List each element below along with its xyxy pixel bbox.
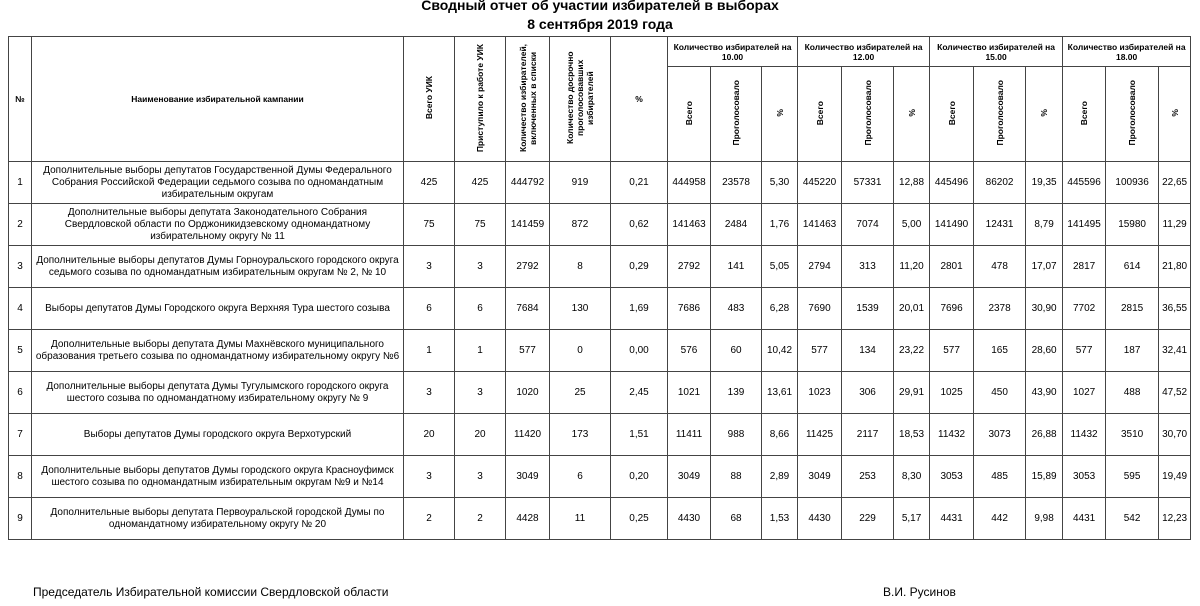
table-cell: 141463 [798, 204, 842, 246]
table-cell: 4430 [798, 498, 842, 540]
subheader-total-label: Всего [946, 100, 957, 126]
table-cell: 7074 [842, 204, 894, 246]
table-cell: 18,53 [894, 414, 930, 456]
table-cell: 4428 [506, 498, 550, 540]
header-num: № [9, 37, 32, 162]
table-cell: 0,25 [611, 498, 668, 540]
table-cell: 0,21 [611, 162, 668, 204]
table-cell: 0 [550, 330, 611, 372]
table-cell: 229 [842, 498, 894, 540]
table-cell: 11425 [798, 414, 842, 456]
table-cell: 4431 [1063, 498, 1106, 540]
table-cell: 26,88 [1026, 414, 1063, 456]
campaign-name: Выборы депутатов Думы городского округа Верхотурский [32, 414, 404, 456]
table-cell: 306 [842, 372, 894, 414]
table-cell: 3053 [1063, 456, 1106, 498]
table-row [9, 330, 1191, 372]
table-cell: 445596 [1063, 162, 1106, 204]
subheader-voted [1106, 67, 1159, 162]
table-cell: 2794 [798, 246, 842, 288]
row-number: 9 [9, 498, 32, 540]
table-cell: 19,49 [1159, 456, 1191, 498]
table-cell: 488 [1106, 372, 1159, 414]
subheader-voted-label: Проголосовало [862, 80, 873, 146]
subheader-voted-label: Проголосовало [731, 80, 741, 146]
table-cell: 2,45 [611, 372, 668, 414]
subheader-total [668, 67, 711, 162]
table-cell: 1,76 [762, 204, 798, 246]
table-cell: 12431 [974, 204, 1026, 246]
table-cell: 15980 [1106, 204, 1159, 246]
table-cell: 2815 [1106, 288, 1159, 330]
table-cell: 2484 [711, 204, 762, 246]
table-cell: 1020 [506, 372, 550, 414]
table-cell: 1,69 [611, 288, 668, 330]
table-cell: 919 [550, 162, 611, 204]
table-cell: 17,07 [1026, 246, 1063, 288]
table-row [9, 162, 1191, 204]
table-cell: 872 [550, 204, 611, 246]
subheader-pct-label: % [1039, 109, 1050, 117]
table-cell: 60 [711, 330, 762, 372]
table-cell: 7690 [798, 288, 842, 330]
table-cell: 5,05 [762, 246, 798, 288]
campaign-name: Дополнительные выборы депутатов Государственной Думы Федерального Собрания Российской Федерации седьмого созыва по одномандатным избирательным округам [32, 162, 404, 204]
table-cell: 12,88 [894, 162, 930, 204]
table-cell: 485 [974, 456, 1026, 498]
table-cell: 7702 [1063, 288, 1106, 330]
table-cell: 7686 [668, 288, 711, 330]
row-number: 8 [9, 456, 32, 498]
turnout-table [8, 36, 1191, 540]
table-cell: 8,30 [894, 456, 930, 498]
header-group-1200: Количество избирателей на 12.00 [798, 37, 930, 67]
table-cell: 173 [550, 414, 611, 456]
table-cell: 36,55 [1159, 288, 1191, 330]
table-row [9, 372, 1191, 414]
table-cell: 86202 [974, 162, 1026, 204]
campaign-name: Дополнительные выборы депутата Первоуральской городской Думы по одномандатному избирательному округу № 20 [32, 498, 404, 540]
row-number: 6 [9, 372, 32, 414]
table-cell: 32,41 [1159, 330, 1191, 372]
table-cell: 450 [974, 372, 1026, 414]
table-cell: 1 [404, 330, 455, 372]
table-cell: 141495 [1063, 204, 1106, 246]
table-cell: 0,29 [611, 246, 668, 288]
subheader-voted [842, 67, 894, 162]
table-cell: 68 [711, 498, 762, 540]
table-cell: 11432 [1063, 414, 1106, 456]
table-cell: 43,90 [1026, 372, 1063, 414]
subheader-voted-label: Проголосовало [994, 80, 1005, 146]
table-cell: 3 [455, 372, 506, 414]
table-cell: 3049 [506, 456, 550, 498]
table-cell: 542 [1106, 498, 1159, 540]
table-cell: 445220 [798, 162, 842, 204]
table-cell: 47,52 [1159, 372, 1191, 414]
campaign-name: Дополнительные выборы депутата Думы Махнёвского муниципального образования третьего созыва по одномандатному избирательному округу №6 [32, 330, 404, 372]
table-cell: 5,30 [762, 162, 798, 204]
table-cell: 1025 [930, 372, 974, 414]
header-group-1500: Количество избирателей на 15.00 [930, 37, 1063, 67]
table-cell: 595 [1106, 456, 1159, 498]
table-cell: 130 [550, 288, 611, 330]
subheader-total-label: Всего [684, 100, 694, 126]
table-cell: 0,20 [611, 456, 668, 498]
header-uik-total [404, 37, 455, 162]
table-cell: 22,65 [1159, 162, 1191, 204]
subheader-voted [974, 67, 1026, 162]
subheader-voted-label: Проголосовало [1127, 80, 1138, 146]
table-cell: 3053 [930, 456, 974, 498]
table-cell: 6 [550, 456, 611, 498]
table-cell: 442 [974, 498, 1026, 540]
table-cell: 5,00 [894, 204, 930, 246]
campaign-name: Дополнительные выборы депутата Законодательного Собрания Свердловской области по Орджоникидзевскому одномандатному избирательному округу № 11 [32, 204, 404, 246]
table-cell: 483 [711, 288, 762, 330]
table-cell: 11420 [506, 414, 550, 456]
table-cell: 141463 [668, 204, 711, 246]
table-cell: 2792 [668, 246, 711, 288]
table-cell: 23,22 [894, 330, 930, 372]
subheader-total [798, 67, 842, 162]
header-early-voted-label: Количество досрочно проголосовавших избирателей [565, 51, 595, 145]
table-cell: 11 [550, 498, 611, 540]
subheader-total-label: Всего [1079, 100, 1090, 126]
campaign-name: Дополнительные выборы депутатов Думы городского округа Красноуфимск шестого созыва по одномандатным избирательным округам №9 и №14 [32, 456, 404, 498]
table-cell: 425 [404, 162, 455, 204]
table-cell: 3 [404, 246, 455, 288]
campaign-name: Дополнительные выборы депутата Думы Тугулымского городского округа шестого созыва по одномандатному избирательному округу № 9 [32, 372, 404, 414]
table-cell: 25 [550, 372, 611, 414]
table-cell: 4431 [930, 498, 974, 540]
table-cell: 141490 [930, 204, 974, 246]
table-cell: 1023 [798, 372, 842, 414]
table-cell: 2378 [974, 288, 1026, 330]
subheader-pct [1159, 67, 1191, 162]
table-cell: 2117 [842, 414, 894, 456]
subheader-pct [762, 67, 798, 162]
report-title: Сводный отчет об участии избирателей в выборах [421, 0, 779, 13]
table-cell: 2 [404, 498, 455, 540]
subheader-total [1063, 67, 1106, 162]
subheader-pct [894, 67, 930, 162]
table-cell: 141 [711, 246, 762, 288]
table-cell: 478 [974, 246, 1026, 288]
header-campaign-name: Наименование избирательной кампании [32, 37, 404, 162]
subheader-pct-label: % [774, 109, 785, 117]
table-cell: 11411 [668, 414, 711, 456]
row-number: 4 [9, 288, 32, 330]
table-cell: 30,70 [1159, 414, 1191, 456]
table-cell: 3049 [668, 456, 711, 498]
header-uik-started-label: Приступило к работе УИК [475, 43, 485, 153]
table-cell: 2817 [1063, 246, 1106, 288]
table-row [9, 288, 1191, 330]
table-cell: 9,98 [1026, 498, 1063, 540]
table-cell: 75 [404, 204, 455, 246]
table-cell: 988 [711, 414, 762, 456]
table-cell: 134 [842, 330, 894, 372]
table-cell: 8,79 [1026, 204, 1063, 246]
table-cell: 21,80 [1159, 246, 1191, 288]
header-group-1800: Количество избирателей на 18.00 [1063, 37, 1191, 67]
table-cell: 20 [455, 414, 506, 456]
table-cell: 29,91 [894, 372, 930, 414]
header-voters-listed [506, 37, 550, 162]
table-cell: 0,62 [611, 204, 668, 246]
table-cell: 75 [455, 204, 506, 246]
table-row [9, 414, 1191, 456]
table-cell: 141459 [506, 204, 550, 246]
table-cell: 444792 [506, 162, 550, 204]
table-cell: 1,53 [762, 498, 798, 540]
subheader-pct-label: % [1169, 109, 1180, 117]
table-row [9, 246, 1191, 288]
subheader-total-label: Всего [814, 100, 825, 126]
table-cell: 3510 [1106, 414, 1159, 456]
report-date: 8 сентября 2019 года [527, 16, 673, 32]
table-cell: 6,28 [762, 288, 798, 330]
header-uik-total-label: Всего УИК [424, 76, 434, 120]
row-number: 1 [9, 162, 32, 204]
table-cell: 7684 [506, 288, 550, 330]
row-number: 7 [9, 414, 32, 456]
header-voters-listed-label: Количество избирателей, включенных в списки [517, 43, 538, 153]
table-cell: 28,60 [1026, 330, 1063, 372]
table-cell: 20 [404, 414, 455, 456]
table-cell: 4430 [668, 498, 711, 540]
table-row [9, 456, 1191, 498]
table-cell: 1021 [668, 372, 711, 414]
table-cell: 3 [404, 456, 455, 498]
table-cell: 2801 [930, 246, 974, 288]
table-cell: 1,51 [611, 414, 668, 456]
subheader-pct-label: % [906, 109, 917, 117]
table-cell: 11,29 [1159, 204, 1191, 246]
table-cell: 577 [930, 330, 974, 372]
table-cell: 8,66 [762, 414, 798, 456]
table-cell: 20,01 [894, 288, 930, 330]
table-cell: 11,20 [894, 246, 930, 288]
table-cell: 23578 [711, 162, 762, 204]
table-cell: 187 [1106, 330, 1159, 372]
subheader-pct [1026, 67, 1063, 162]
table-cell: 577 [506, 330, 550, 372]
table-cell: 3 [455, 246, 506, 288]
subheader-total [930, 67, 974, 162]
table-cell: 3073 [974, 414, 1026, 456]
table-cell: 6 [404, 288, 455, 330]
row-number: 3 [9, 246, 32, 288]
row-number: 5 [9, 330, 32, 372]
table-cell: 5,17 [894, 498, 930, 540]
table-cell: 445496 [930, 162, 974, 204]
table-cell: 313 [842, 246, 894, 288]
header-uik-started [455, 37, 506, 162]
table-cell: 614 [1106, 246, 1159, 288]
table-cell: 3049 [798, 456, 842, 498]
table-cell: 30,90 [1026, 288, 1063, 330]
table-cell: 100936 [1106, 162, 1159, 204]
table-cell: 425 [455, 162, 506, 204]
table-cell: 6 [455, 288, 506, 330]
table-cell: 165 [974, 330, 1026, 372]
table-cell: 577 [1063, 330, 1106, 372]
table-cell: 88 [711, 456, 762, 498]
table-cell: 57331 [842, 162, 894, 204]
table-body [9, 162, 1191, 540]
table-cell: 11432 [930, 414, 974, 456]
table-cell: 1 [455, 330, 506, 372]
table-cell: 8 [550, 246, 611, 288]
header-group-1000: Количество избирателей на 10.00 [668, 37, 798, 67]
table-cell: 253 [842, 456, 894, 498]
table-cell: 577 [798, 330, 842, 372]
table-cell: 15,89 [1026, 456, 1063, 498]
header-early-pct: % [611, 37, 668, 162]
table-cell: 1539 [842, 288, 894, 330]
table-cell: 10,42 [762, 330, 798, 372]
table-cell: 2 [455, 498, 506, 540]
table-cell: 7696 [930, 288, 974, 330]
chairman-name: В.И. Русинов [883, 585, 956, 599]
table-cell: 2792 [506, 246, 550, 288]
table-cell: 139 [711, 372, 762, 414]
table-cell: 0,00 [611, 330, 668, 372]
table-cell: 444958 [668, 162, 711, 204]
chairman-title: Председатель Избирательной комиссии Свердловской области [33, 585, 389, 599]
table-cell: 3 [455, 456, 506, 498]
table-cell: 19,35 [1026, 162, 1063, 204]
campaign-name: Дополнительные выборы депутатов Думы Горноуральского городского округа седьмого созыва по одномандатным избирательным округам № 2, № 10 [32, 246, 404, 288]
table-cell: 576 [668, 330, 711, 372]
row-number: 2 [9, 204, 32, 246]
header-early-voted [550, 37, 611, 162]
campaign-name: Выборы депутатов Думы Городского округа Верхняя Тура шестого созыва [32, 288, 404, 330]
table-cell: 2,89 [762, 456, 798, 498]
table-cell: 12,23 [1159, 498, 1191, 540]
table-cell: 13,61 [762, 372, 798, 414]
subheader-voted [711, 67, 762, 162]
table-cell: 3 [404, 372, 455, 414]
table-cell: 1027 [1063, 372, 1106, 414]
table-row [9, 204, 1191, 246]
table-row [9, 498, 1191, 540]
